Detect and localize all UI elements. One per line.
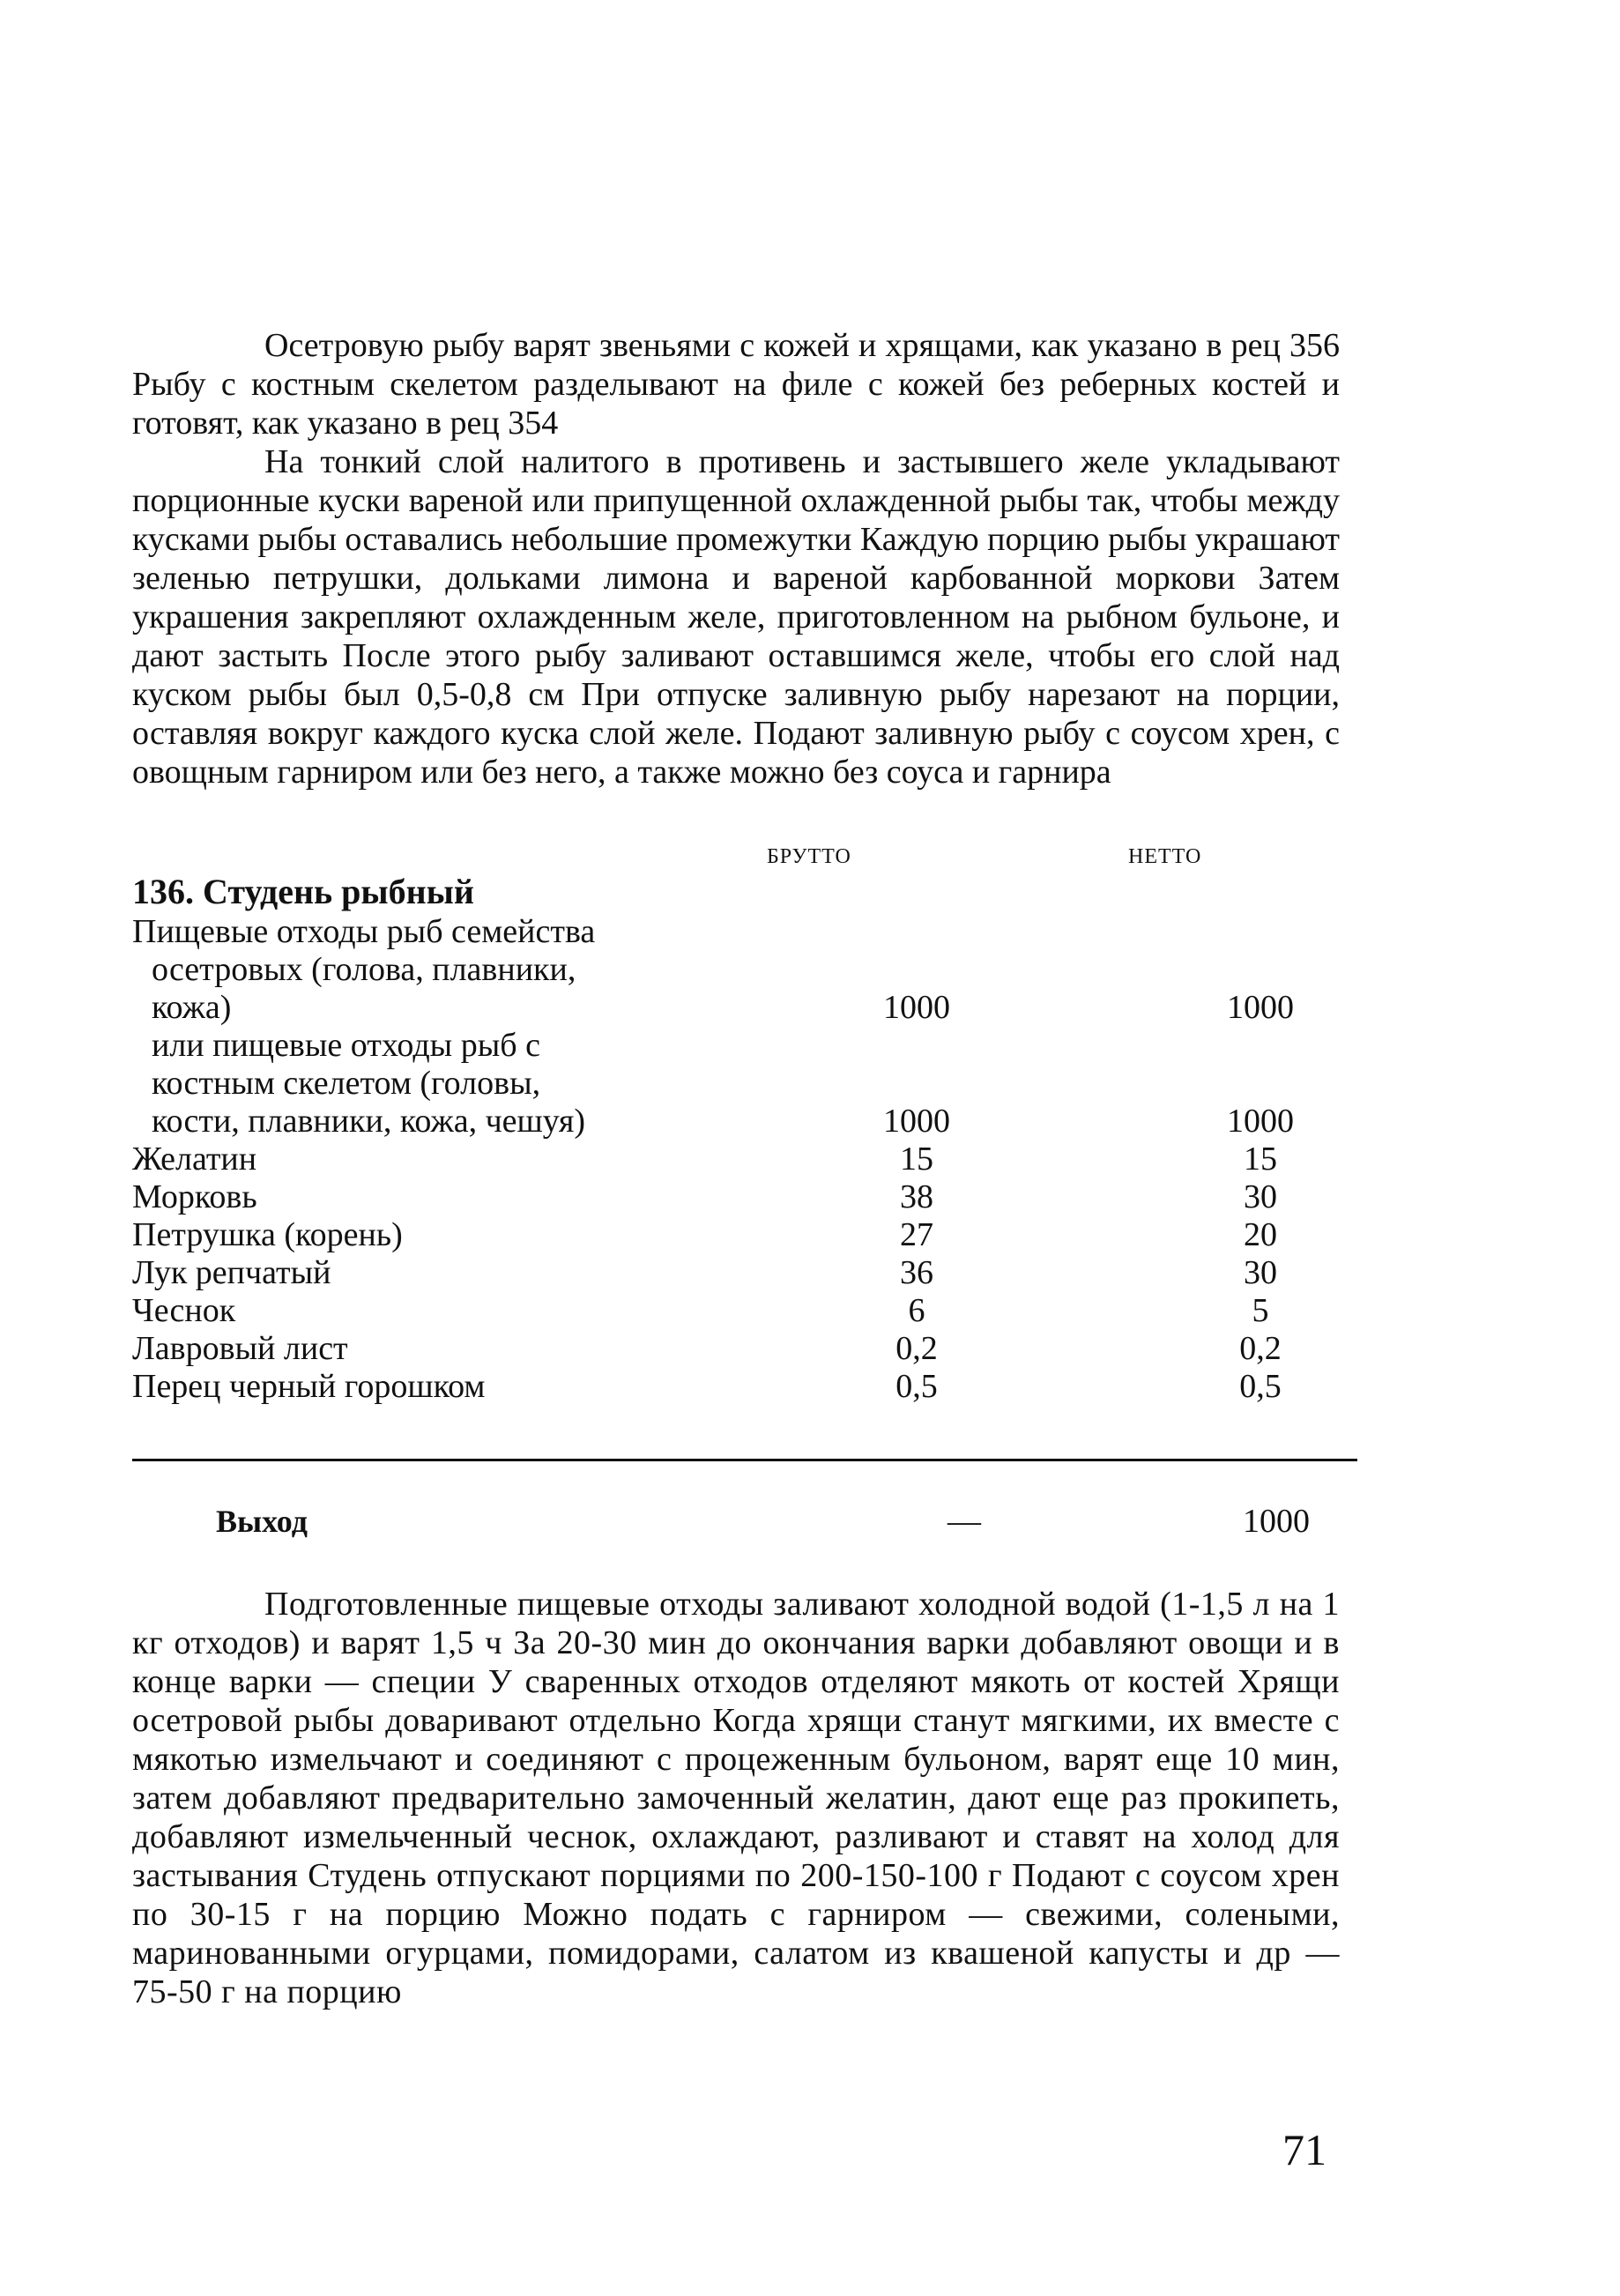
brutto-cell [696, 1330, 996, 1368]
brutto-cell [696, 1027, 996, 1141]
ingredient-row [132, 1141, 1340, 1178]
yield-netto: 1000 [1243, 1503, 1310, 1540]
ingredient-row [132, 1330, 1340, 1368]
recipe-title: 136. Студень рыбный [132, 872, 474, 911]
brutto-value: 0,5 [895, 1368, 938, 1405]
ingredients-table [132, 913, 1340, 1406]
netto-cell [996, 1368, 1340, 1406]
netto-value: 20 [1244, 1216, 1277, 1253]
netto-cell [996, 1254, 1340, 1292]
brutto-value: 15 [900, 1141, 933, 1178]
ingredient-line: Пищевые отходы рыб семейства [132, 913, 596, 950]
netto-cell [996, 1216, 1340, 1254]
ingredient-row [132, 1178, 1340, 1216]
ingredient-name: Чеснок [132, 1292, 236, 1329]
brutto-cell [696, 1141, 996, 1178]
ingredient-line: кости, плавники, кожа, чешуя) [152, 1103, 585, 1140]
ingredient-name [132, 913, 696, 1027]
ingredient-line: кожа) [152, 989, 232, 1026]
ingredient-line: или пищевые отходы рыб с [152, 1027, 540, 1064]
ingredient-row [132, 1254, 1340, 1292]
brutto-cell [696, 1368, 996, 1406]
ingredient-name: Морковь [132, 1178, 257, 1215]
netto-value: 0,5 [1239, 1368, 1282, 1405]
brutto-cell [696, 1254, 996, 1292]
netto-value: 30 [1244, 1254, 1277, 1291]
brutto-value: 27 [900, 1216, 933, 1253]
ingredient-row [132, 1368, 1340, 1406]
intro-paragraph-1: Осетровую рыбу варят звеньями с кожей и хрящами, как указано в рец 356 Рыбу с костным скелетом разделывают на филе с кожей без реберных костей и готовят, как указано в рец 354 [132, 327, 1340, 442]
instructions-paragraph: Подготовленные пищевые отходы заливают холодной водой (1-1,5 л на 1 кг отходов) и варят 1,5 ч За 20-30 мин до окончания варки добавляют овощи и в конце варки — специи У сваренных отходов отделяют мякоть от костей Хрящи осетровой рыбы доваривают отдельно Когда хрящи станут мягкими, их вместе с мякотью измельчают и соединяют с процеженным бульоном, варят еще 10 мин, затем добавляют предварительно замоченный желатин, дают еще раз прокипеть, добавляют измельченный чеснок, охлаждают, разливают и ставят на холод для застывания Студень отпускают порциями по 200-150-100 г Подают с соусом хрен по 30-15 г на порцию Можно подать с гарниром — свежими, солеными, маринованными огурцами, помидорами, салатом из квашеной капусты и др — 75-50 г на порцию [132, 1586, 1340, 2010]
ingredient-row [132, 913, 1340, 1027]
brutto-value: 0,2 [895, 1330, 938, 1367]
netto-header: НЕТТО [1128, 845, 1202, 868]
column-headers [132, 837, 1340, 873]
ingredient-name: Перец черный горошком [132, 1368, 486, 1405]
ingredient-name [132, 1027, 696, 1141]
ingredient-name: Петрушка (корень) [132, 1216, 403, 1253]
brutto-value: 38 [900, 1178, 933, 1215]
yield-brutto: — [947, 1503, 981, 1540]
ingredient-row [132, 1292, 1340, 1330]
yield-label: Выход [216, 1504, 308, 1539]
brutto-cell [696, 1292, 996, 1330]
brutto-value: 6 [908, 1292, 925, 1329]
brutto-cell [696, 913, 996, 1027]
netto-cell [996, 1330, 1340, 1368]
brutto-header: БРУТТО [767, 845, 851, 868]
ingredient-name: Лук репчатый [132, 1254, 331, 1291]
netto-cell [996, 1027, 1340, 1141]
ingredient-line: осетровых (голова, плавники, [152, 951, 576, 988]
ingredient-row [132, 1027, 1340, 1141]
brutto-cell [696, 1178, 996, 1216]
divider-rule [132, 1459, 1357, 1461]
netto-cell [996, 913, 1340, 1027]
brutto-value: 1000 [883, 989, 950, 1026]
yield-row [132, 1502, 1340, 1555]
ingredient-name: Лавровый лист [132, 1330, 348, 1367]
netto-cell [996, 1178, 1340, 1216]
ingredient-name: Желатин [132, 1141, 257, 1178]
netto-value: 0,2 [1239, 1330, 1282, 1367]
netto-cell [996, 1141, 1340, 1178]
brutto-cell [696, 1216, 996, 1254]
brutto-value: 36 [900, 1254, 933, 1291]
netto-value: 1000 [1227, 989, 1294, 1026]
netto-value: 5 [1252, 1292, 1269, 1329]
brutto-value: 1000 [883, 1103, 950, 1140]
netto-cell [996, 1292, 1340, 1330]
page-number: 71 [1282, 2125, 1326, 2174]
page-content [132, 326, 1340, 2011]
intro-paragraph-2: На тонкий слой налитого в противень и застывшего желе укладывают порционные куски вареной или припущенной охлажденной рыбы так, чтобы между кусками рыбы оставались небольшие промежутки Каждую порцию рыбы украшают зеленью петрушки, дольками лимона и вареной карбованной моркови Затем украшения закрепляют охлажденным желе, приготовленном на рыбном бульоне, и дают застыть После этого рыбу заливают оставшимся желе, чтобы его слой над куском рыбы был 0,5-0,8 см При отпуске заливную рыбу нарезают на порции, оставляя вокруг каждого куска слой желе. Подают заливную рыбу с соусом хрен, с овощным гарниром или без него, а также можно без соуса и гарнира [132, 443, 1340, 791]
netto-value: 30 [1244, 1178, 1277, 1215]
netto-value: 15 [1244, 1141, 1277, 1178]
ingredient-line: костным скелетом (головы, [152, 1065, 541, 1102]
netto-value: 1000 [1227, 1103, 1294, 1140]
ingredient-row [132, 1216, 1340, 1254]
